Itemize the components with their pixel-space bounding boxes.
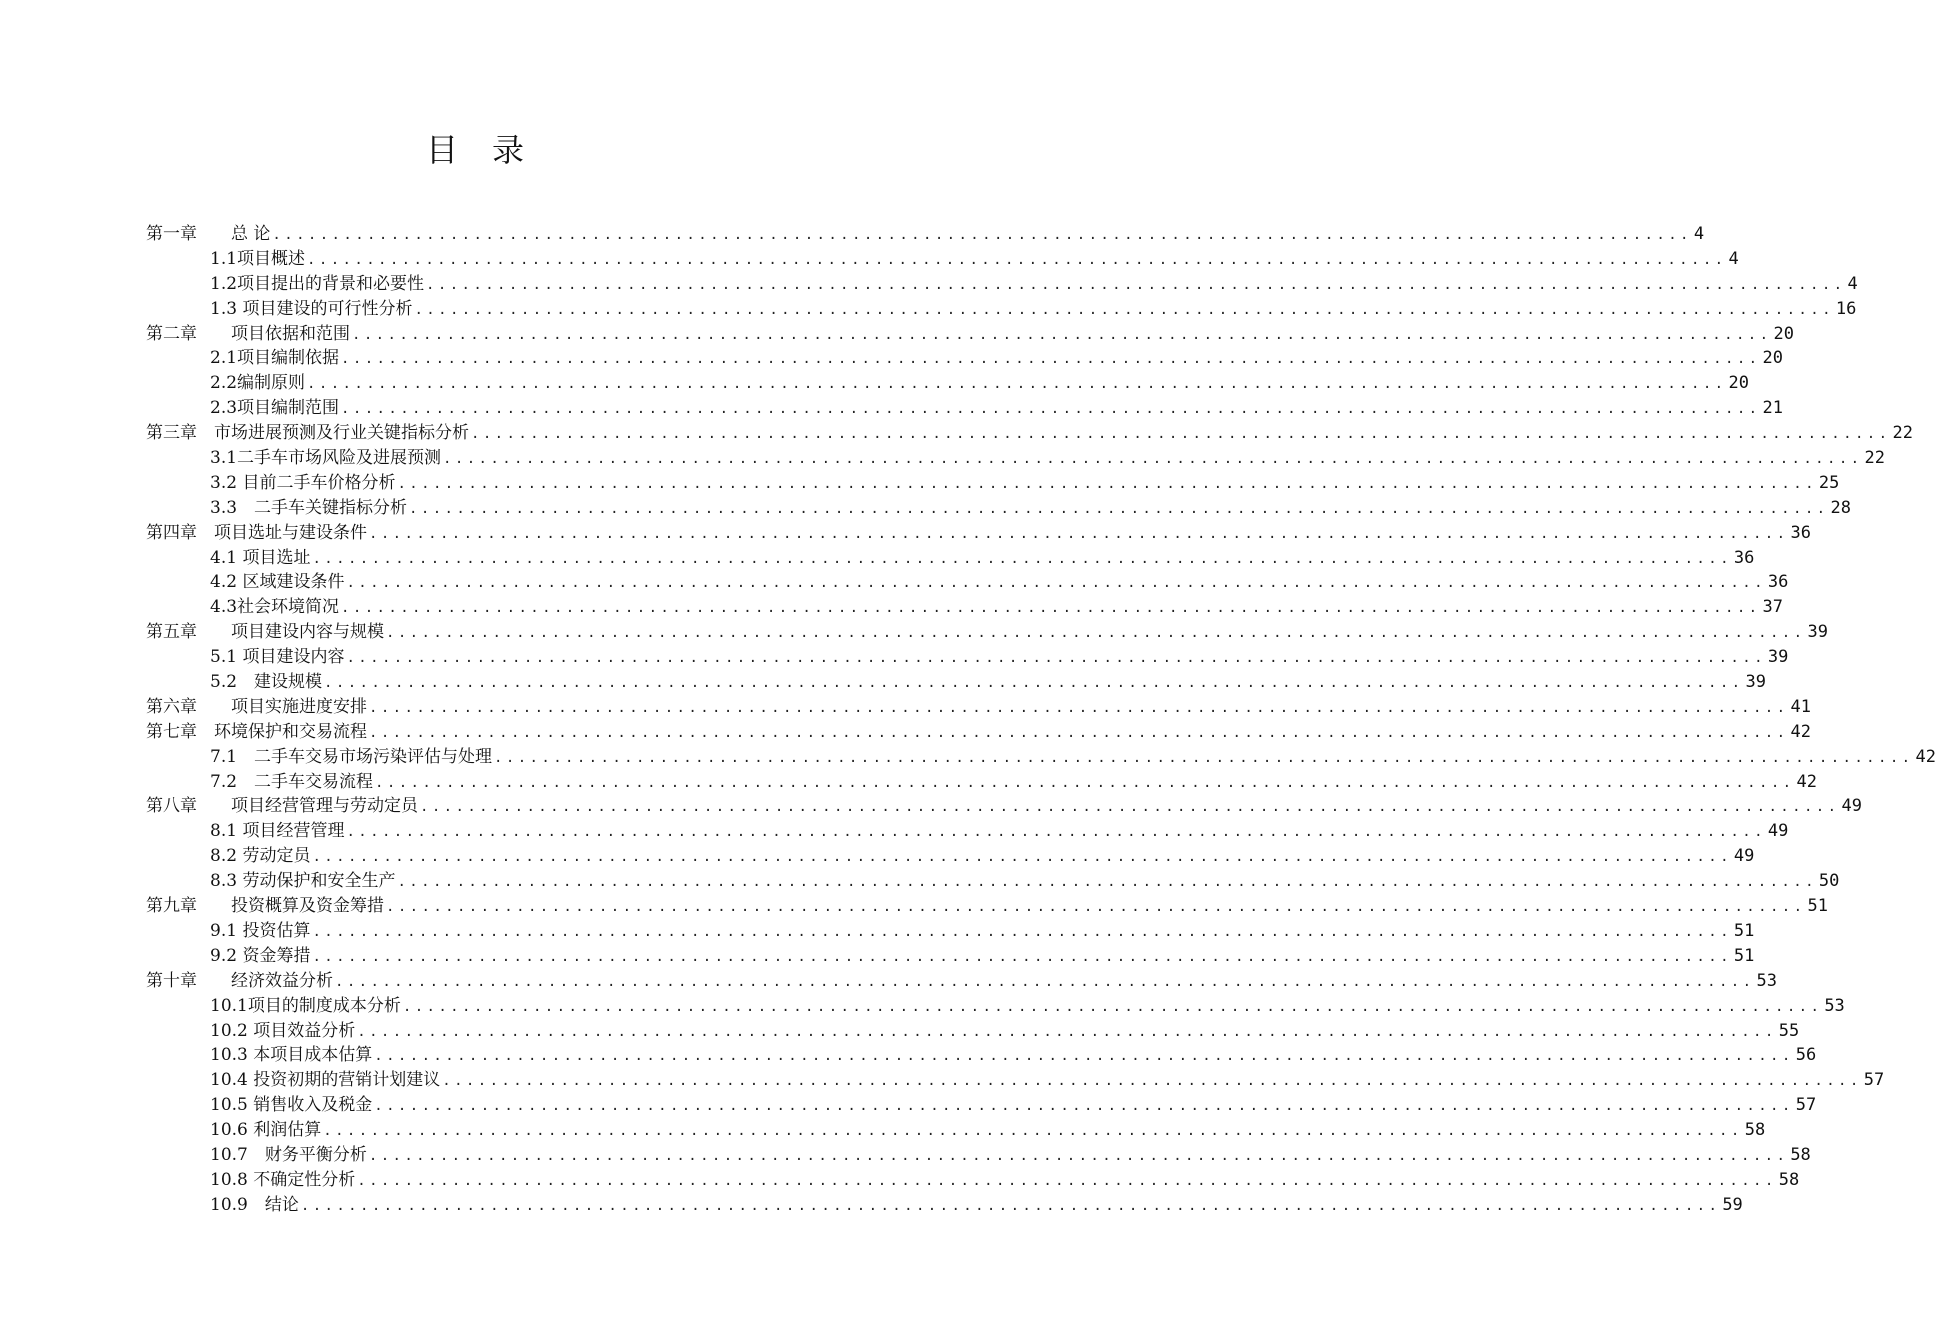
toc-entry-label: 2.1项目编制依据 [210,348,340,369]
toc-entry-label: 10.3 本项目成本估算 [210,1045,373,1066]
toc-chapter-entry[interactable] [146,695,1811,720]
toc-dot-leader: ........................................................................................................................ [402,998,1823,1015]
toc-entry-label: 8.3 劳动保护和安全生产 [210,871,396,892]
toc-page-number: 16 [1835,298,1857,319]
toc-section-entry[interactable] [146,1043,1817,1068]
toc-page-number: 36 [1790,522,1811,543]
toc-dot-leader: ........................................................................................................................ [397,475,1817,492]
toc-entry-label: 10.2 项目效益分析 [210,1020,356,1041]
toc-entry-label: 第二章 项目依据和范围 [146,323,350,344]
toc-chapter-entry[interactable] [146,969,1777,994]
toc-page-number: 53 [1824,995,1845,1016]
toc-chapter-entry[interactable] [146,620,1828,645]
toc-dot-leader: ........................................................................................................................ [346,824,1766,841]
toc-dot-leader: ........................................................................................................................ [414,301,1834,318]
toc-entry-label: 10.5 销售收入及税金 [210,1095,373,1116]
toc-dot-leader: ........................................................................................................................ [312,923,1732,940]
toc-page-number: 51 [1807,896,1828,917]
toc-dot-leader: ........................................................................................................................ [357,1023,1777,1040]
toc-entry-label: 3.2 目前二手车价格分析 [210,472,396,493]
toc-page-number: 4 [1728,248,1739,269]
toc-page-number: 42 [1915,746,1936,767]
toc-entry-label: 2.3项目编制范围 [210,398,340,419]
toc-page-number: 56 [1795,1045,1817,1066]
toc-entry-label: 第七章 环境保护和交易流程 [146,721,367,742]
toc-dot-leader: ........................................................................................................................ [341,600,1761,617]
toc-entry-label: 3.3 二手车关键指标分析 [210,497,408,518]
toc-entry-label: 8.2 劳动定员 [210,846,311,867]
toc-dot-leader: ........................................................................................................................ [409,500,1829,517]
toc-entry-label: 5.2 建设规模 [210,672,323,693]
toc-dot-leader: ........................................................................................................................ [312,550,1732,567]
toc-dot-leader: ........................................................................................................................ [307,376,1727,393]
toc-section-entry[interactable] [146,446,1885,471]
toc-chapter-entry[interactable] [146,794,1862,819]
toc-dot-leader: ........................................................................................................................ [323,1123,1743,1140]
toc-page-number: 59 [1722,1194,1743,1215]
toc-section-entry[interactable] [146,1168,1800,1193]
toc-page-number: 25 [1818,472,1840,493]
toc-page-number: 41 [1790,696,1811,717]
toc-page-number: 39 [1745,672,1766,693]
toc-entry-label: 第四章 项目选址与建设条件 [146,522,367,543]
toc-section-entry[interactable] [146,496,1851,521]
toc-dot-leader: ........................................................................................................................ [312,948,1732,965]
toc-section-entry[interactable] [146,471,1840,496]
toc-section-entry[interactable] [146,570,1789,595]
toc-chapter-entry[interactable] [146,222,1705,247]
toc-section-entry[interactable] [146,1019,1800,1044]
toc-page-number: 49 [1733,846,1755,867]
toc-dot-leader: ........................................................................................................................ [442,1073,1862,1090]
toc-entry-label: 8.1 项目经营管理 [210,821,345,842]
toc-chapter-entry[interactable] [146,421,1913,446]
toc-dot-leader: ........................................................................................................................ [375,774,1795,791]
toc-dot-leader: ........................................................................................................................ [426,276,1846,293]
toc-dot-leader: ........................................................................................................................ [352,326,1772,343]
toc-dot-leader: ........................................................................................................................ [335,973,1755,990]
toc-section-entry[interactable] [146,770,1817,795]
toc-entry-label: 3.1二手车市场风险及进展预测 [210,448,442,469]
toc-page-number: 49 [1767,821,1789,842]
toc-entry-label: 第一章 总 论 [146,224,271,244]
toc-section-entry[interactable] [146,1093,1817,1118]
toc-entry-label: 9.1 投资估算 [210,920,311,941]
toc-entry-label: 10.7 财务平衡分析 [210,1144,367,1165]
toc-entry-label: 10.8 不确定性分析 [210,1169,356,1190]
toc-entry-label: 10.1项目的制度成本分析 [210,995,401,1016]
toc-page-number: 58 [1744,1120,1766,1141]
toc-chapter-entry[interactable] [146,720,1811,745]
toc-page-number: 58 [1778,1169,1800,1190]
toc-section-entry[interactable] [146,272,1858,297]
toc-title: 目录 [425,131,558,169]
toc-section-entry[interactable] [146,297,1857,322]
toc-dot-leader: ........................................................................................................................ [272,227,1692,243]
toc-entry-label: 10.6 利润估算 [210,1120,322,1141]
toc-section-entry[interactable] [146,1068,1885,1093]
toc-page-number: 55 [1778,1020,1800,1041]
toc-section-entry[interactable] [146,994,1845,1019]
toc-page-number: 50 [1818,871,1840,892]
toc-entry-label: 第五章 项目建设内容与规模 [146,622,384,643]
toc-dot-leader: ........................................................................................................................ [374,1098,1794,1115]
toc-section-entry[interactable] [146,819,1789,844]
toc-entry-label: 第九章 投资概算及资金筹措 [146,896,384,917]
toc-page-number: 57 [1795,1095,1817,1116]
toc-dot-leader: ........................................................................................................................ [341,401,1761,418]
toc-entry-label: 第三章 市场进展预测及行业关键指标分析 [146,423,469,444]
toc-section-entry[interactable] [146,670,1766,695]
toc-entry-label: 1.1项目概述 [210,248,306,269]
toc-page-number: 42 [1796,771,1817,792]
toc-page-number: 57 [1863,1070,1885,1091]
toc-section-entry[interactable] [146,371,1749,396]
toc-dot-leader: ........................................................................................................................ [312,849,1732,866]
toc-dot-leader: ........................................................................................................................ [341,351,1761,368]
toc-dot-leader: ........................................................................................................................ [346,575,1766,592]
toc-dot-leader: ........................................................................................................................ [443,451,1863,468]
toc-entry-label: 10.9 结论 [210,1194,299,1215]
toc-chapter-entry[interactable] [146,521,1811,546]
toc-entry-label: 第八章 项目经营管理与劳动定员 [146,796,418,817]
toc-dot-leader: ........................................................................................................................ [368,1147,1789,1164]
toc-entry-label: 4.3社会环境简况 [210,597,340,618]
toc-section-entry[interactable] [146,1193,1743,1218]
toc-entry-label: 第六章 项目实施进度安排 [146,696,367,717]
toc-entry-label: 7.1 二手车交易市场污染评估与处理 [210,746,493,767]
toc-dot-leader: ........................................................................................................................ [374,1048,1794,1065]
toc-page-number: 37 [1762,597,1783,618]
toc-section-entry[interactable] [146,944,1755,969]
toc-section-entry[interactable] [146,1118,1766,1143]
toc-page-number: 36 [1733,547,1755,568]
toc-section-entry[interactable] [146,869,1840,894]
toc-section-entry[interactable] [146,346,1783,371]
toc-page-number: 22 [1864,448,1885,469]
toc-page-number: 51 [1733,945,1755,966]
toc-dot-leader: ........................................................................................................................ [471,426,1891,443]
toc-dot-leader: ........................................................................................................................ [346,650,1766,667]
toc-entry-label: 7.2 二手车交易流程 [210,771,374,792]
toc-section-entry[interactable] [146,645,1789,670]
toc-page-number: 20 [1762,348,1783,369]
toc-dot-leader: ........................................................................................................................ [324,675,1744,692]
toc-page-number: 51 [1733,920,1755,941]
toc-dot-leader: ........................................................................................................................ [357,1172,1777,1189]
toc-page-number: 58 [1790,1144,1811,1165]
toc-entry-label: 2.2编制原则 [210,373,306,394]
toc-entry-label: 5.1 项目建设内容 [210,647,345,668]
toc-dot-leader: ........................................................................................................................ [397,874,1817,891]
toc-section-entry[interactable] [146,745,1936,770]
toc-page-number: 53 [1756,970,1777,991]
toc-page-number: 39 [1807,622,1828,643]
toc-section-entry[interactable] [146,844,1755,869]
toc-section-entry[interactable] [146,247,1739,272]
toc-page-number: 39 [1767,647,1789,668]
toc-section-entry[interactable] [146,1143,1811,1168]
toc-dot-leader: ........................................................................................................................ [307,251,1727,268]
toc-page-number: 4 [1693,224,1705,244]
toc-entry-label: 1.2项目提出的背景和必要性 [210,273,425,294]
toc-page-number: 36 [1767,572,1789,593]
toc-page-number: 28 [1830,497,1851,518]
toc-dot-leader: ........................................................................................................................ [494,749,1914,766]
toc-entry-label: 1.3 项目建设的可行性分析 [210,298,413,319]
toc-page-number: 49 [1841,796,1862,817]
toc-dot-leader: ........................................................................................................................ [386,625,1806,642]
toc-section-entry[interactable] [146,546,1755,571]
toc-chapter-entry[interactable] [146,322,1794,347]
toc-entry-label: 第十章 经济效益分析 [146,970,333,991]
toc-page-number: 20 [1773,323,1794,344]
toc-dot-leader: ........................................................................................................................ [300,1197,1721,1214]
toc-section-entry[interactable] [146,919,1755,944]
toc-page-number: 21 [1762,398,1783,419]
table-of-contents [146,222,1936,1218]
toc-dot-leader: ........................................................................................................................ [369,525,1789,542]
toc-dot-leader: ........................................................................................................................ [369,724,1789,741]
toc-page-number: 4 [1847,273,1858,294]
toc-page-number: 42 [1790,721,1811,742]
toc-section-entry[interactable] [146,595,1783,620]
toc-chapter-entry[interactable] [146,894,1828,919]
toc-dot-leader: ........................................................................................................................ [420,799,1840,816]
toc-entry-label: 4.1 项目选址 [210,547,311,568]
toc-entry-label: 4.2 区域建设条件 [210,572,345,593]
toc-entry-label: 10.4 投资初期的营销计划建议 [210,1070,441,1091]
toc-page-number: 22 [1892,423,1913,444]
toc-section-entry[interactable] [146,396,1783,421]
toc-page-number: 20 [1728,373,1749,394]
toc-dot-leader: ........................................................................................................................ [369,699,1789,716]
toc-dot-leader: ........................................................................................................................ [386,899,1806,916]
toc-entry-label: 9.2 资金筹措 [210,945,311,966]
